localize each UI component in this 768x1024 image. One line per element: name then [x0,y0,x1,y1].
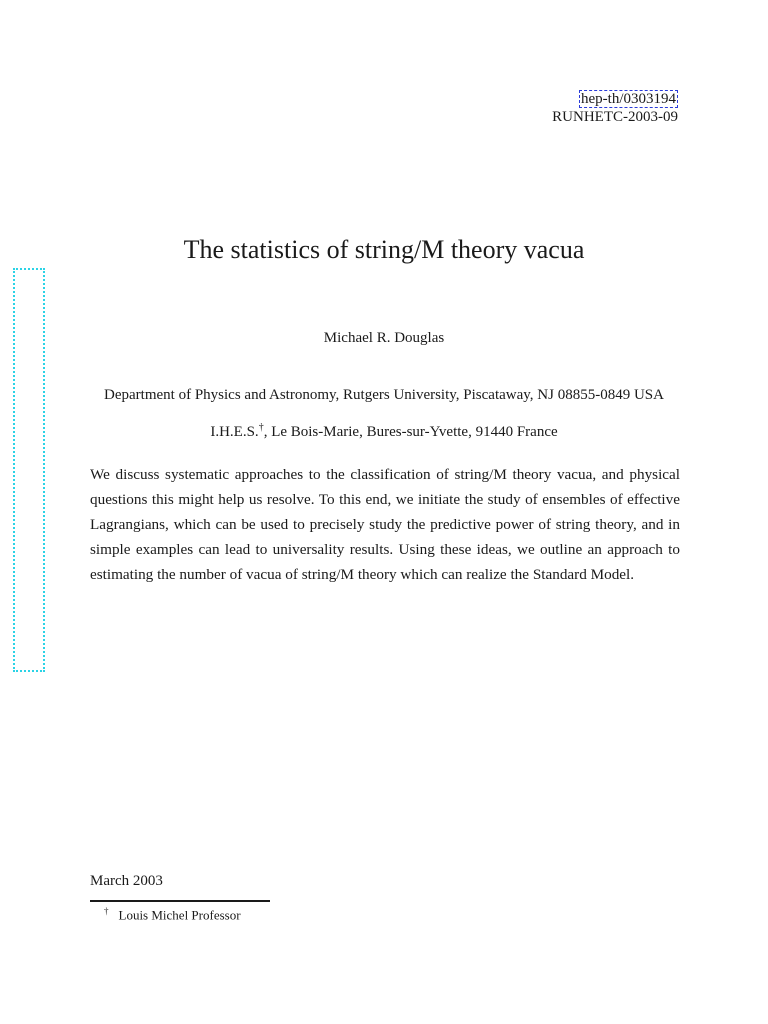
preprint-header [552,90,678,126]
publication-date: March 2003 [90,873,163,889]
affiliation-rutgers: Department of Physics and Astronomy, Rutgers University, Piscataway, NJ 08855-0849 USA [104,387,664,403]
author-name: Michael R. Douglas [323,330,445,346]
arxiv-id-link[interactable]: hep-th/0303194 [581,91,676,107]
affiliation-ihes [0,422,768,441]
footnote [104,906,241,923]
footnote-text: Louis Michel Professor [118,907,241,923]
abstract: We discuss systematic approaches to the classification of string/M theory vacua, and physical questions this might help us resolve. To this end, we initiate the study of ensembles of effective Lagrangians, which can be used to precisely study the predictive power of string theory, and in simple examples can lead to universality results. Using these ideas, we outline an approach to estimating the number of vacua of string/M theory which can realize the Standard Model. [90,466,680,583]
affiliation-ihes-name: I.H.E.S. [210,424,259,440]
paper-title: The statistics of string/M theory vacua [183,235,585,264]
affiliation-ihes-address: , Le Bois-Marie, Bures-sur-Yvette, 91440 France [263,424,558,440]
report-number: RUNHETC-2003-09 [552,109,678,125]
footnote-mark: † [104,906,109,916]
footnote-rule [90,900,270,902]
dagger-footnote-mark: † [258,422,264,433]
arxiv-sidebar-frame [13,268,45,672]
